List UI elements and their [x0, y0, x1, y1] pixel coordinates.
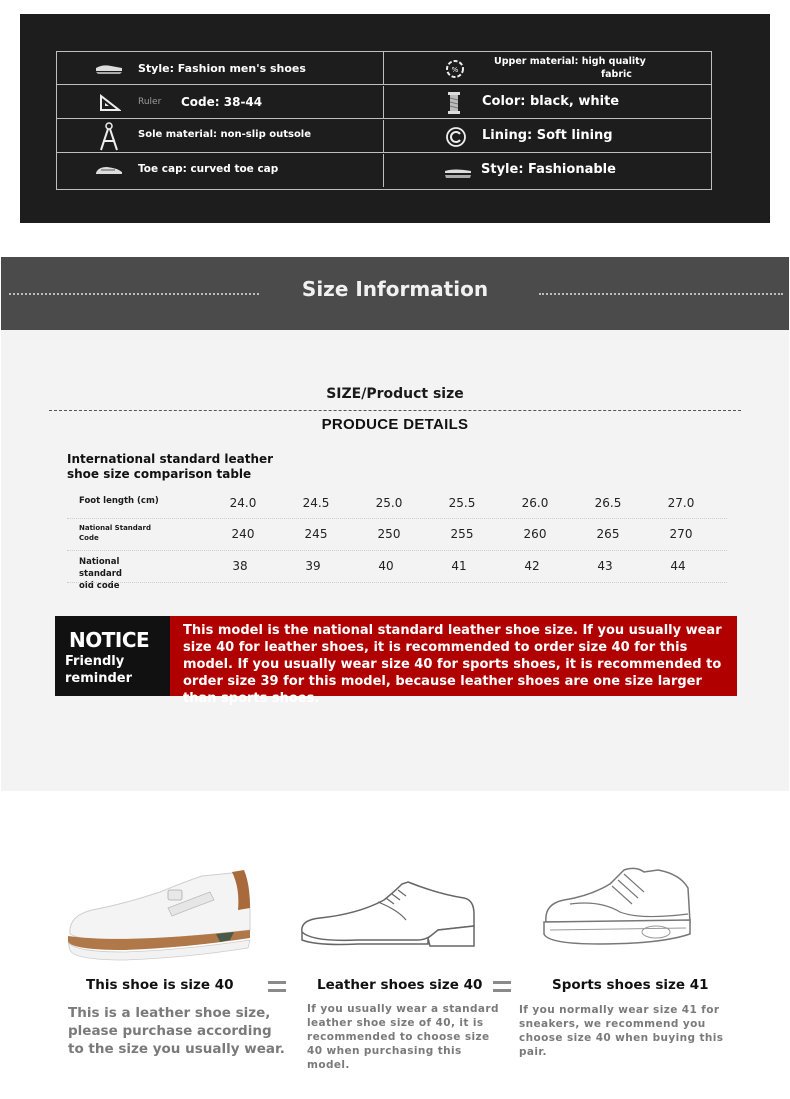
equals-sign-right-top	[493, 981, 511, 984]
table-cell: 270	[669, 527, 693, 541]
table-cell: 265	[596, 527, 620, 541]
header-dots-right	[539, 293, 783, 295]
compass-icon	[99, 122, 119, 152]
table-cell: 260	[523, 527, 547, 541]
row-divider	[67, 518, 727, 519]
comparison-desc-sports: If you normally wear size 41 for sneakers, we recommend you choose size 40 when buying this pair.	[519, 1004, 724, 1058]
spec-style-fashionable-text: Style: Fashionable	[481, 162, 616, 177]
table-cell: 25.0	[375, 496, 403, 510]
table-cell: 255	[450, 527, 474, 541]
spec-sole	[57, 120, 384, 153]
comparison-desc-leather: If you usually wear a standard leather shoe size of 40, it is recommended to choose size 40 when purchasing this model.	[307, 1003, 499, 1071]
comparison-desc-this-shoe: This is a leather shoe size, please purchase according to the size you usually wear.	[68, 1005, 285, 1057]
copyright-circle-icon	[445, 126, 467, 148]
notice-banner	[55, 616, 737, 706]
spec-ruler-prefix: Ruler	[138, 97, 162, 107]
notice-label-block	[55, 616, 170, 696]
table-cell: 39	[305, 559, 321, 573]
row-label-foot-length: Foot length (cm)	[79, 496, 159, 506]
loafer-shoe-icon	[64, 864, 256, 962]
table-cell: 245	[304, 527, 328, 541]
spec-lining-text: Lining: Soft lining	[482, 128, 613, 143]
spec-code	[57, 86, 384, 119]
toe-cap-icon	[95, 165, 123, 177]
spec-color-text: Color: black, white	[482, 94, 620, 109]
table-cell: 26.0	[521, 496, 549, 510]
equals-sign-left-top	[268, 981, 286, 984]
spec-style	[57, 52, 384, 85]
shoe-sole-icon	[95, 63, 123, 75]
table-cell: 40	[378, 559, 394, 573]
spec-upper-material	[384, 52, 711, 85]
svg-text:%: %	[451, 66, 459, 74]
spec-table	[56, 51, 712, 190]
row-label-old-code: National standard old code	[79, 557, 123, 591]
size-table-section	[1, 330, 789, 791]
shoe-layers-icon	[444, 167, 472, 179]
size-product-title: SIZE/Product size	[326, 386, 464, 402]
row-divider	[67, 582, 727, 583]
sneaker-icon	[540, 864, 694, 952]
material-percent-icon	[444, 58, 466, 80]
comparison-title-sports: Sports shoes size 41	[552, 977, 709, 993]
table-cell: 38	[232, 559, 248, 573]
table-cell: 25.5	[448, 496, 476, 510]
spec-sole-text: Sole material: non-slip outsole	[138, 129, 312, 140]
equals-sign-right-bottom	[493, 989, 511, 992]
spec-toe-text: Toe cap: curved toe cap	[138, 163, 279, 175]
comparison-table-title: International standard leather shoe size comparison table	[67, 452, 274, 481]
comparison-title-this-shoe: This shoe is size 40	[86, 977, 234, 993]
spec-style-fashionable	[384, 154, 711, 187]
table-cell: 24.0	[229, 496, 257, 510]
table-cell: 240	[231, 527, 255, 541]
table-cell: 250	[377, 527, 401, 541]
notice-title: NOTICE	[69, 628, 150, 652]
spec-lining	[384, 120, 711, 153]
row-label-national-code: National Standard Code	[79, 524, 151, 542]
spec-upper-line1: Upper material: high quality	[494, 56, 646, 67]
ruler-triangle-icon	[99, 94, 121, 112]
table-cell: 26.5	[594, 496, 622, 510]
table-cell: 42	[524, 559, 540, 573]
spec-code-text: Code: 38-44	[181, 95, 263, 109]
thread-spool-icon	[447, 91, 461, 115]
equals-sign-left-bottom	[268, 989, 286, 992]
table-cell: 41	[451, 559, 467, 573]
comparison-title-leather: Leather shoes size 40	[317, 977, 483, 993]
produce-details-title: PRODUCE DETAILS	[321, 416, 469, 433]
table-cell: 24.5	[302, 496, 330, 510]
spec-toe-cap	[57, 154, 384, 187]
table-cell: 43	[597, 559, 613, 573]
notice-subtitle: Friendly reminder	[65, 654, 133, 686]
spec-panel	[20, 14, 770, 223]
oxford-shoe-icon	[298, 880, 478, 952]
spec-style-text: Style: Fashion men's shoes	[138, 62, 306, 75]
dashed-divider	[49, 410, 741, 411]
spec-upper-line2: fabric	[601, 69, 632, 80]
size-information-title: Size Information	[301, 277, 489, 301]
notice-text: This model is the national standard leather shoe size. If you usually wear size 40 for leather shoes, it is recommended to order size 40 for this model. If you usually wear size 40 for sports shoes, it is recommended to order size 39 for this model, because leather shoes are one size larger than sports shoes.	[183, 623, 722, 706]
table-cell: 27.0	[667, 496, 695, 510]
table-cell: 44	[670, 559, 686, 573]
spec-color	[384, 86, 711, 119]
size-information-header	[1, 257, 789, 330]
row-divider	[67, 550, 727, 551]
